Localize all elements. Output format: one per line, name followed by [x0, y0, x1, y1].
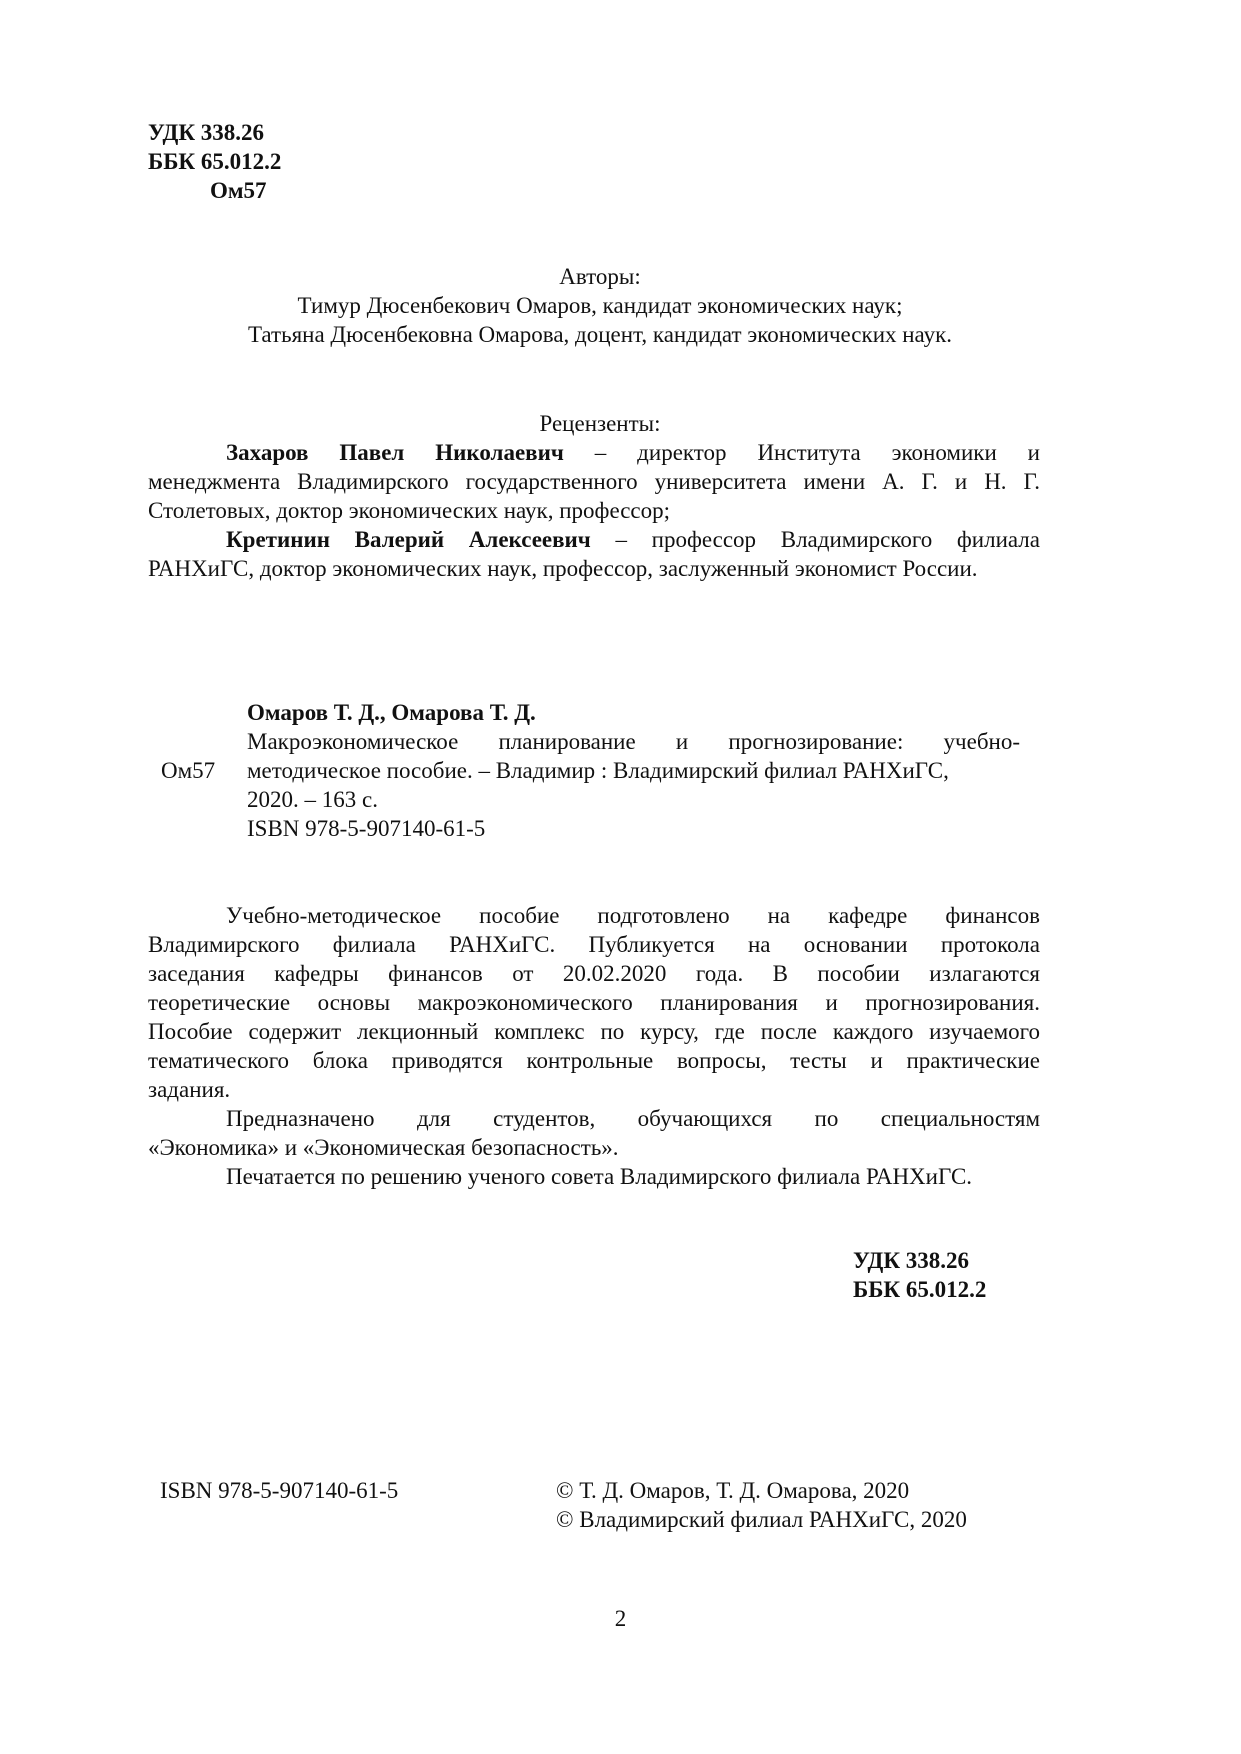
annotation-p2-line-2: «Экономика» и «Экономическая безопасность». — [148, 1135, 619, 1160]
reviewers-title: Рецензенты: — [539, 411, 661, 436]
reviewer-1 — [148, 438, 1040, 525]
copyright-authors: © Т. Д. Омаров, Т. Д. Омарова, 2020 — [556, 1478, 910, 1503]
reviewers-block — [148, 438, 1040, 583]
annotation-p1-line-2: Владимирского филиала РАНХиГС. Публикуется на основании протокола — [148, 932, 1040, 957]
annotation-p1-line-6: тематического блока приводятся контрольные вопросы, тесты и практические — [148, 1048, 1040, 1073]
reviewer-1-role: – директор Института экономики и — [594, 440, 1040, 465]
biblio-line-1: Макроэкономическое планирование и прогнозирование: учебно- — [247, 729, 1020, 754]
page-number: 2 — [614, 1606, 627, 1631]
annotation-paragraph-2 — [148, 1104, 1040, 1162]
biblio-isbn: ISBN 978-5-907140-61-5 — [247, 816, 486, 841]
annotation-p2-line-1: Предназначено для студентов, обучающихся по специальностям — [226, 1106, 1040, 1131]
reviewer-1-line-1 — [148, 438, 1040, 467]
reviewer-2-line-1 — [148, 525, 1040, 554]
annotation-paragraph-3 — [148, 1162, 1040, 1191]
bottom-udk-code: УДК 338.26 — [853, 1248, 970, 1273]
annotation-p1-line-3: заседания кафедры финансов от 20.02.2020 года. В пособии излагаются — [148, 961, 1040, 986]
annotation — [148, 901, 1040, 1191]
reviewer-1-line-3: Столетовых, доктор экономических наук, профессор; — [148, 498, 671, 523]
biblio-line-3: 2020. – 163 с. — [247, 787, 378, 812]
copyright-publisher: © Владимирский филиал РАНХиГС, 2020 — [556, 1507, 967, 1532]
reviewer-2 — [148, 525, 1040, 583]
annotation-p3-line-1: Печатается по решению ученого совета Владимирского филиала РАНХиГС. — [226, 1164, 973, 1189]
annotation-p1-line-4: теоретические основы макроэкономического планирования и прогнозирования. — [148, 990, 1040, 1015]
annotation-paragraph-1 — [148, 901, 1040, 1104]
author-line-1: Тимур Дюсенбекович Омаров, кандидат экономических наук; — [297, 293, 903, 318]
reviewer-1-line-2: менеджмента Владимирского государственного университета имени А. Г. и Н. Г. — [148, 469, 1040, 494]
bbk-code: ББК 65.012.2 — [148, 149, 282, 174]
top-classification-codes — [148, 118, 281, 205]
annotation-p1-line-5: Пособие содержит лекционный комплекс по курсу, где после каждого изучаемого — [148, 1019, 1040, 1044]
bottom-bbk-code: ББК 65.012.2 — [853, 1277, 987, 1302]
reviewer-2-line-2: РАНХиГС, доктор экономических наук, профессор, заслуженный экономист России. — [148, 556, 978, 581]
copyright-block — [556, 1476, 967, 1534]
annotation-p1-line-1: Учебно-методическое пособие подготовлено на кафедре финансов — [226, 903, 1040, 928]
reviewer-2-role: – профессор Владимирского филиала — [615, 527, 1040, 552]
isbn: ISBN 978-5-907140-61-5 — [160, 1478, 399, 1503]
authors-block — [150, 262, 1050, 349]
bottom-classification-codes — [853, 1246, 986, 1304]
reviewer-2-name: Кретинин Валерий Алексеевич — [226, 527, 591, 552]
author-mark: Ом57 — [210, 178, 267, 203]
annotation-p1-line-7: задания. — [148, 1077, 231, 1102]
reviewer-1-name: Захаров Павел Николаевич — [226, 440, 564, 465]
author-line-2: Татьяна Дюсенбековна Омарова, доцент, кандидат экономических наук. — [247, 322, 953, 347]
udk-code: УДК 338.26 — [148, 120, 265, 145]
authors-title: Авторы: — [559, 264, 641, 289]
biblio-line-2: методическое пособие. – Владимир : Владимирский филиал РАНХиГС, — [247, 758, 949, 783]
bibliographic-record — [247, 698, 1020, 843]
biblio-author-mark: Ом57 — [161, 758, 216, 783]
biblio-authors: Омаров Т. Д., Омарова Т. Д. — [247, 700, 536, 725]
